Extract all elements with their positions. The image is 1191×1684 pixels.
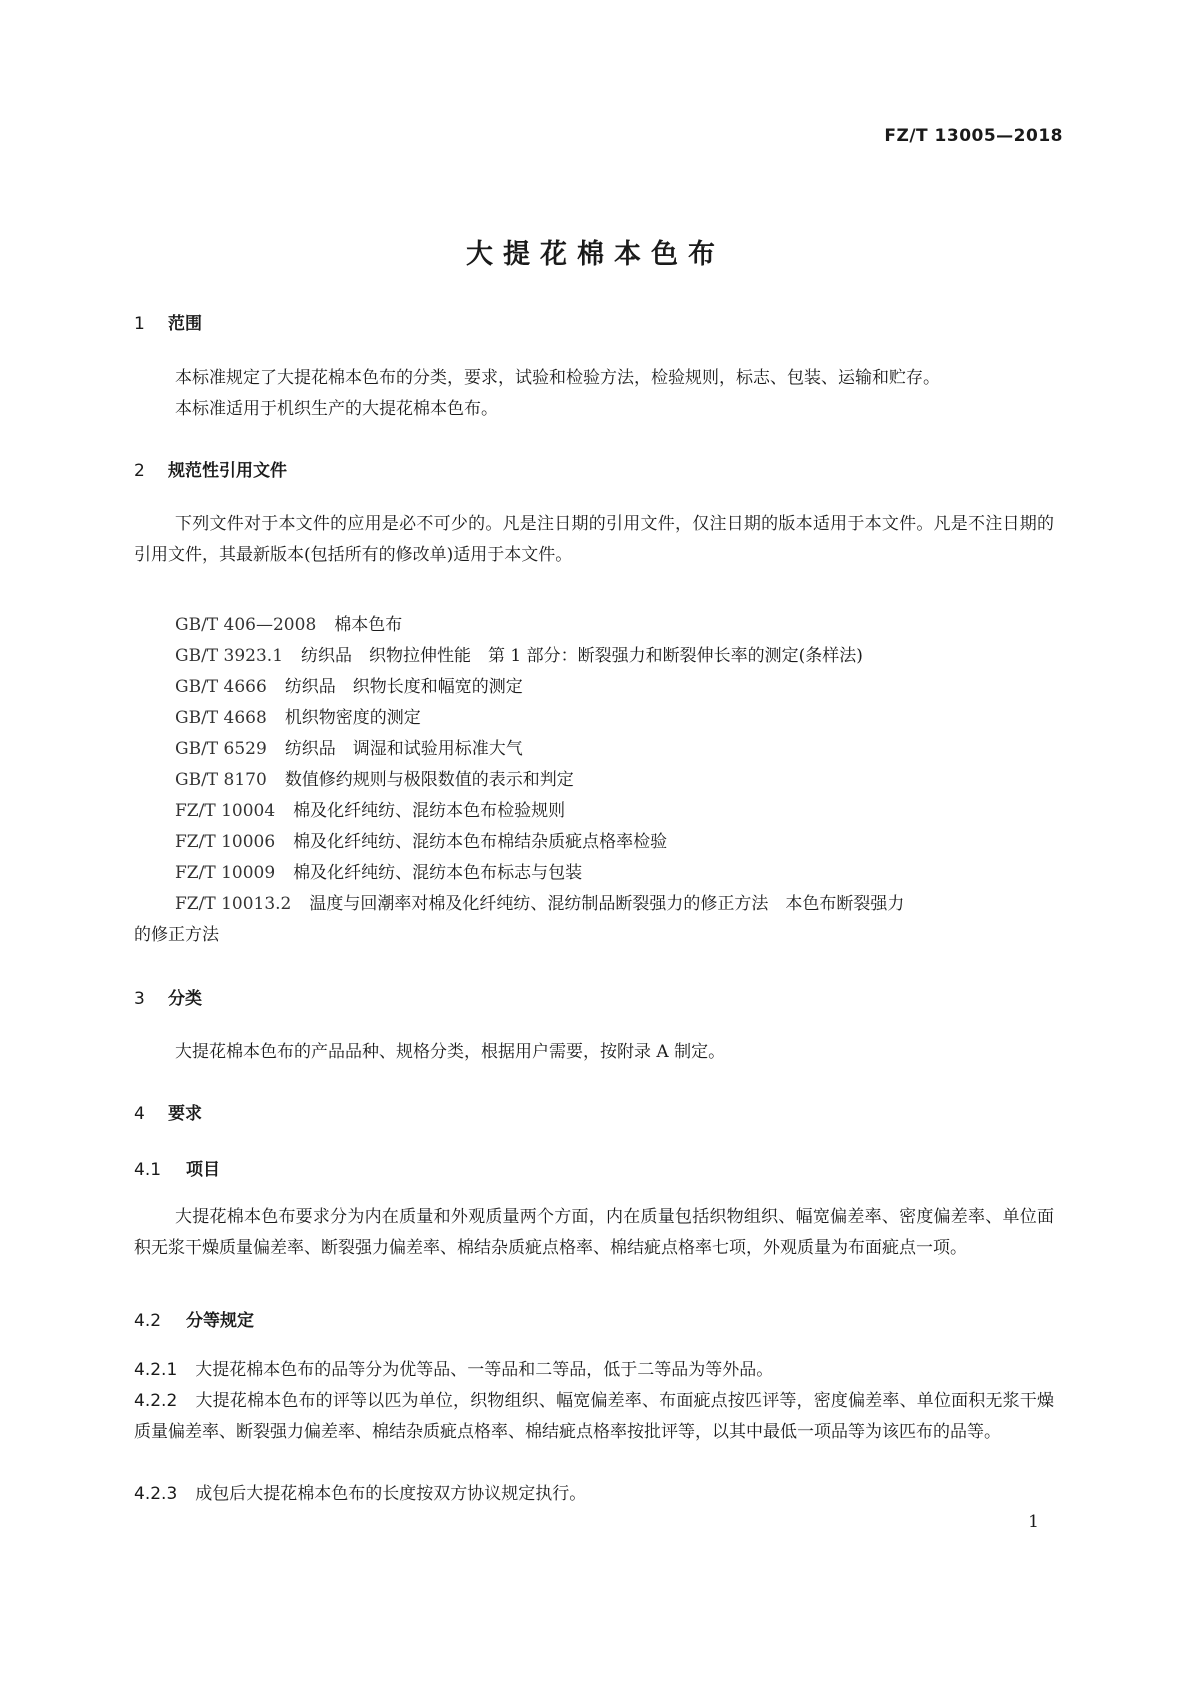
- section-title: 项目: [186, 1160, 220, 1180]
- reference-title: 纺织品 调湿和试验用标准大气: [284, 739, 523, 759]
- reference-item: [175, 827, 1055, 858]
- reference-title: 棉及化纤纯纺、混纺本色布棉结杂质疵点格率检验: [293, 832, 668, 852]
- reference-code: FZ/T 10009: [175, 863, 276, 883]
- section-number: 3: [134, 989, 145, 1009]
- references-intro: 下列文件对于本文件的应用是必不可少的。凡是注日期的引用文件，仅注日期的版本适用于本文件。凡是不注日期的引用文件，其最新版本(包括所有的修改单)适用于本文件。: [134, 514, 1054, 565]
- page-title: 大提花棉本色布: [466, 239, 725, 270]
- reference-list: [175, 610, 1055, 920]
- clause-number: 4.2.2: [134, 1391, 178, 1411]
- section-3-heading: [134, 984, 202, 1009]
- reference-item: [175, 765, 1055, 796]
- reference-title: 数值修约规则与极限数值的表示和判定: [284, 770, 574, 790]
- clause-text: 成包后大提花棉本色布的长度按双方协议规定执行。: [195, 1484, 587, 1504]
- section-title: 范围: [168, 314, 202, 334]
- reference-code: GB/T 4666: [175, 677, 267, 697]
- scope-paragraph-2: 本标准适用于机织生产的大提花棉本色布。: [175, 399, 498, 419]
- reference-title: 温度与回潮率对棉及化纤纯纺、混纺制品断裂强力的修正方法 本色布断裂强力: [309, 894, 905, 914]
- clause-number: 4.2.3: [134, 1484, 178, 1504]
- reference-code: GB/T 6529: [175, 739, 267, 759]
- reference-item: [175, 889, 1055, 920]
- reference-code: GB/T 4668: [175, 708, 267, 728]
- clause-number: 4.2.1: [134, 1360, 178, 1380]
- reference-title: 纺织品 织物拉伸性能 第 1 部分：断裂强力和断裂伸长率的测定(条样法): [301, 646, 863, 666]
- section-4-heading: [134, 1099, 202, 1124]
- section-number: 1: [134, 314, 145, 334]
- section-title: 分类: [168, 989, 202, 1009]
- reference-item: [175, 796, 1055, 827]
- section-title: 规范性引用文件: [168, 461, 287, 481]
- reference-title: 棉及化纤纯纺、混纺本色布检验规则: [293, 801, 566, 821]
- reference-item: [175, 858, 1055, 889]
- reference-item: [175, 672, 1055, 703]
- reference-title: 机织物密度的测定: [284, 708, 421, 728]
- reference-code: FZ/T 10004: [175, 801, 276, 821]
- section-title: 分等规定: [186, 1311, 254, 1331]
- section-number: 4.2: [134, 1311, 162, 1331]
- clause-4-2-2: [134, 1386, 1054, 1448]
- reference-code: FZ/T 10006: [175, 832, 276, 852]
- reference-item: [175, 734, 1055, 765]
- section-number: 4: [134, 1104, 145, 1124]
- section-number: 4.1: [134, 1160, 162, 1180]
- standard-code: FZ/T 13005—2018: [884, 126, 1063, 146]
- scope-paragraph-1: 本标准规定了大提花棉本色布的分类，要求，试验和检验方法，检验规则，标志、包装、运输和贮存。: [175, 368, 940, 388]
- section-4-1-heading: [134, 1155, 220, 1180]
- reference-item: [175, 641, 1055, 672]
- clause-4-2-3: [134, 1479, 1054, 1510]
- section-number: 2: [134, 461, 145, 481]
- reference-code: GB/T 3923.1: [175, 646, 284, 666]
- reference-code: GB/T 8170: [175, 770, 267, 790]
- classification-paragraph: 大提花棉本色布的产品品种、规格分类，根据用户需要，按附录 A 制定。: [175, 1042, 726, 1062]
- clause-text: 大提花棉本色布的品等分为优等品、一等品和二等品，低于二等品为等外品。: [195, 1360, 774, 1380]
- section-4-2-heading: [134, 1306, 254, 1331]
- reference-title: 棉及化纤纯纺、混纺本色布标志与包装: [293, 863, 583, 883]
- reference-title: 棉本色布: [334, 615, 403, 635]
- page-number: 1: [1028, 1512, 1039, 1532]
- section-title: 要求: [168, 1104, 202, 1124]
- clause-text: 大提花棉本色布的评等以匹为单位，织物组织、幅宽偏差率、布面疵点按匹评等，密度偏差率、单位面积无浆干燥质量偏差率、断裂强力偏差率、棉结杂质疵点格率、棉结疵点格率按批评等，以其中最低一项品等为该匹布的品等。: [134, 1391, 1054, 1442]
- section-2-heading: [134, 456, 287, 481]
- reference-wrap-text: 的修正方法: [134, 925, 219, 945]
- reference-code: GB/T 406—2008: [175, 615, 317, 635]
- section-1-heading: [134, 309, 202, 334]
- reference-item: [175, 703, 1055, 734]
- reference-title: 纺织品 织物长度和幅宽的测定: [284, 677, 523, 697]
- clause-4-2-1: [134, 1355, 1054, 1386]
- reference-item: [175, 610, 1055, 641]
- reference-code: FZ/T 10013.2: [175, 894, 292, 914]
- items-paragraph: 大提花棉本色布要求分为内在质量和外观质量两个方面，内在质量包括织物组织、幅宽偏差率、密度偏差率、单位面积无浆干燥质量偏差率、断裂强力偏差率、棉结杂质疵点格率、棉结疵点格率七项，外观质量为布面疵点一项。: [134, 1207, 1054, 1258]
